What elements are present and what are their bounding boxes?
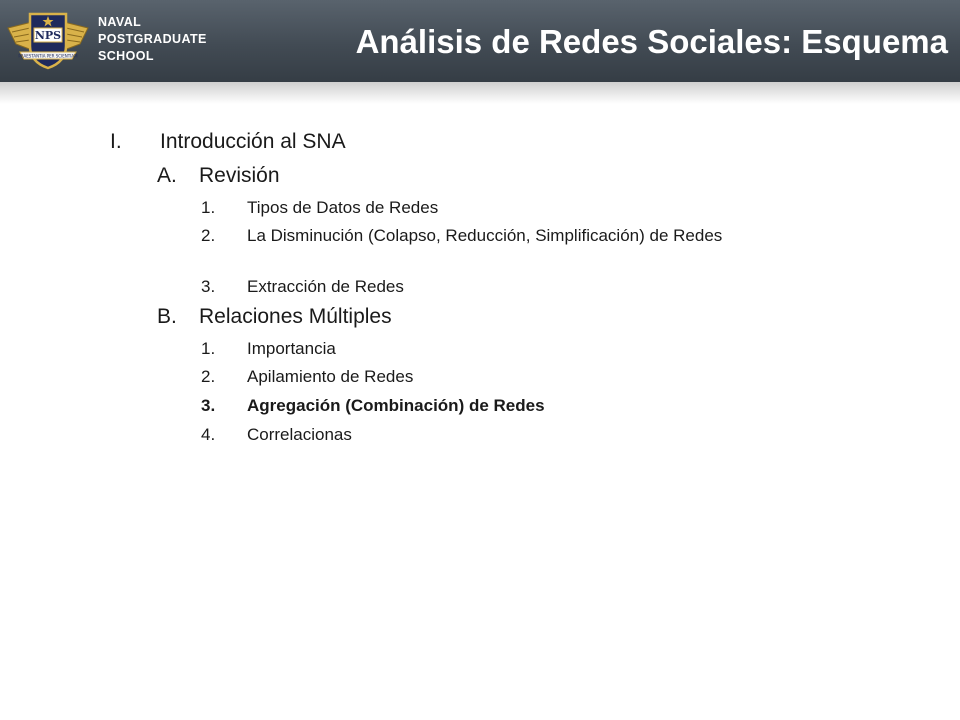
- outline-item-marker: 3.: [201, 277, 216, 296]
- slide-title: Análisis de Redes Sociales: Esquema: [355, 23, 948, 60]
- outline-section-marker: I.: [110, 130, 122, 153]
- nps-emblem-icon: [6, 6, 90, 72]
- school-name-line-1: NAVAL: [98, 15, 142, 29]
- school-name: [98, 14, 207, 65]
- school-name-line-2: POSTGRADUATE: [98, 32, 207, 46]
- outline-item-marker: 3.: [201, 396, 216, 415]
- outline-section-label: Introducción al SNA: [160, 130, 346, 153]
- header-bar: [0, 0, 960, 82]
- svg-text:PRAESTANTIA PER SCIENTIAM: PRAESTANTIA PER SCIENTIAM: [18, 53, 78, 59]
- outline-item-label: Apilamiento de Redes: [247, 367, 414, 386]
- outline-subsection-b-label: Relaciones Múltiples: [199, 305, 392, 328]
- outline-subsection-b-marker: B.: [157, 305, 177, 328]
- school-name-line-3: SCHOOL: [98, 49, 154, 63]
- outline-item-label: Tipos de Datos de Redes: [247, 198, 439, 217]
- outline-item-label-emphasized: Agregación (Combinación) de Redes: [247, 396, 545, 415]
- outline-item-label: La Disminución (Colapso, Reducción, Simplificación) de Redes: [247, 226, 723, 245]
- outline-subsection-a-marker: A.: [157, 164, 177, 187]
- outline-item-marker: 1.: [201, 198, 216, 217]
- outline-item-marker: 2.: [201, 367, 216, 386]
- outline-item-label: Correlacionas: [247, 425, 352, 444]
- header-shadow: [0, 82, 960, 104]
- outline-subsection-a-label: Revisión: [199, 164, 280, 187]
- outline-item-label: Extracción de Redes: [247, 277, 404, 296]
- outline-item-label: Importancia: [247, 339, 336, 358]
- outline-item-marker: 1.: [201, 339, 216, 358]
- outline-item-marker: 2.: [201, 226, 216, 245]
- outline-item-marker: 4.: [201, 425, 216, 444]
- svg-text:NPS: NPS: [34, 29, 62, 42]
